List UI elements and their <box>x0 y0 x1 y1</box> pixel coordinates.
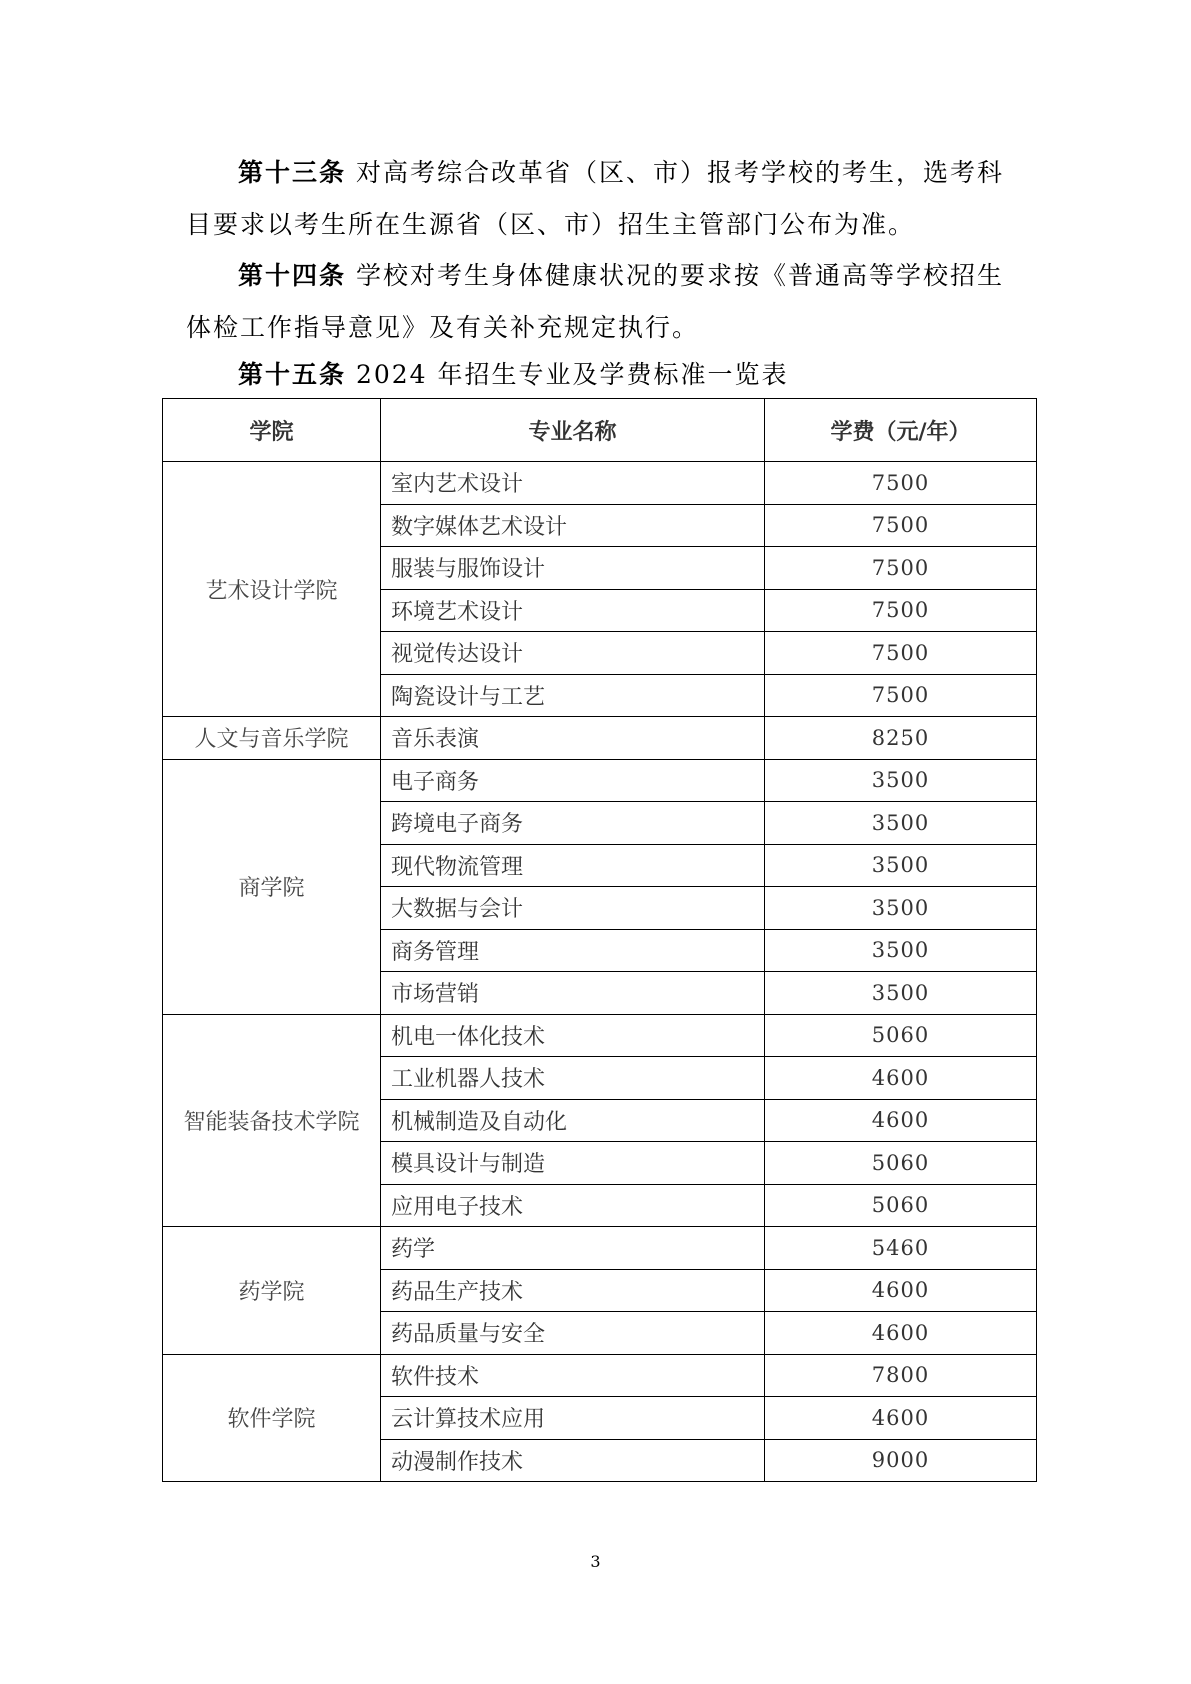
major-cell: 大数据与会计 <box>381 887 765 930</box>
fee-cell: 4600 <box>765 1057 1037 1100</box>
major-cell: 电子商务 <box>381 759 765 802</box>
fee-table-header-row <box>163 399 1037 462</box>
major-cell: 现代物流管理 <box>381 844 765 887</box>
article-14-lead: 第十四条 <box>238 261 347 290</box>
fee-table <box>162 398 1037 1482</box>
fee-cell: 7500 <box>765 547 1037 590</box>
fee-cell: 8250 <box>765 717 1037 760</box>
fee-cell: 7800 <box>765 1354 1037 1397</box>
fee-table-body <box>163 462 1037 1482</box>
fee-cell: 7500 <box>765 674 1037 717</box>
college-cell: 软件学院 <box>163 1354 381 1482</box>
article-13-lead: 第十三条 <box>238 158 347 187</box>
header-college: 学院 <box>163 399 381 462</box>
article-15-text: 2024 年招生专业及学费标准一览表 <box>355 360 789 389</box>
college-cell: 药学院 <box>163 1227 381 1355</box>
article-13-text: 对高考综合改革省（区、市）报考学校的考生，选考科目要求以考生所在生源省（区、市）招生主管部门公布为准。 <box>186 158 1004 239</box>
major-cell: 跨境电子商务 <box>381 802 765 845</box>
table-row <box>163 1354 1037 1397</box>
major-cell: 市场营销 <box>381 972 765 1015</box>
major-cell: 工业机器人技术 <box>381 1057 765 1100</box>
header-major: 专业名称 <box>381 399 765 462</box>
fee-cell: 4600 <box>765 1269 1037 1312</box>
college-cell: 人文与音乐学院 <box>163 717 381 760</box>
fee-cell: 3500 <box>765 887 1037 930</box>
major-cell: 机电一体化技术 <box>381 1014 765 1057</box>
article-15 <box>238 353 789 397</box>
fee-cell: 7500 <box>765 462 1037 505</box>
fee-cell: 5460 <box>765 1227 1037 1270</box>
fee-cell: 7500 <box>765 504 1037 547</box>
major-cell: 音乐表演 <box>381 717 765 760</box>
major-cell: 服装与服饰设计 <box>381 547 765 590</box>
fee-cell: 3500 <box>765 972 1037 1015</box>
table-row <box>163 717 1037 760</box>
fee-cell: 3500 <box>765 929 1037 972</box>
fee-cell: 3500 <box>765 759 1037 802</box>
article-15-lead: 第十五条 <box>238 360 347 389</box>
article-14-text: 学校对考生身体健康状况的要求按《普通高等学校招生体检工作指导意见》及有关补充规定执行。 <box>186 261 1004 342</box>
college-cell: 商学院 <box>163 759 381 1014</box>
table-row <box>163 462 1037 505</box>
page-number: 3 <box>590 1552 601 1571</box>
major-cell: 药学 <box>381 1227 765 1270</box>
major-cell: 软件技术 <box>381 1354 765 1397</box>
fee-cell: 9000 <box>765 1439 1037 1482</box>
fee-cell: 3500 <box>765 802 1037 845</box>
table-row <box>163 1227 1037 1270</box>
table-row <box>163 1014 1037 1057</box>
major-cell: 视觉传达设计 <box>381 632 765 675</box>
major-cell: 云计算技术应用 <box>381 1397 765 1440</box>
fee-cell: 7500 <box>765 632 1037 675</box>
fee-cell: 5060 <box>765 1142 1037 1185</box>
fee-cell: 4600 <box>765 1099 1037 1142</box>
college-cell: 智能装备技术学院 <box>163 1014 381 1227</box>
article-14 <box>186 250 1016 354</box>
table-row <box>163 759 1037 802</box>
fee-cell: 5060 <box>765 1014 1037 1057</box>
major-cell: 药品质量与安全 <box>381 1312 765 1355</box>
fee-cell: 5060 <box>765 1184 1037 1227</box>
major-cell: 药品生产技术 <box>381 1269 765 1312</box>
major-cell: 室内艺术设计 <box>381 462 765 505</box>
major-cell: 应用电子技术 <box>381 1184 765 1227</box>
major-cell: 模具设计与制造 <box>381 1142 765 1185</box>
college-cell: 艺术设计学院 <box>163 462 381 717</box>
major-cell: 环境艺术设计 <box>381 589 765 632</box>
major-cell: 数字媒体艺术设计 <box>381 504 765 547</box>
article-13 <box>186 147 1016 251</box>
header-fee: 学费（元/年） <box>765 399 1037 462</box>
major-cell: 机械制造及自动化 <box>381 1099 765 1142</box>
fee-cell: 4600 <box>765 1312 1037 1355</box>
major-cell: 陶瓷设计与工艺 <box>381 674 765 717</box>
major-cell: 动漫制作技术 <box>381 1439 765 1482</box>
major-cell: 商务管理 <box>381 929 765 972</box>
fee-cell: 4600 <box>765 1397 1037 1440</box>
fee-cell: 7500 <box>765 589 1037 632</box>
fee-cell: 3500 <box>765 844 1037 887</box>
